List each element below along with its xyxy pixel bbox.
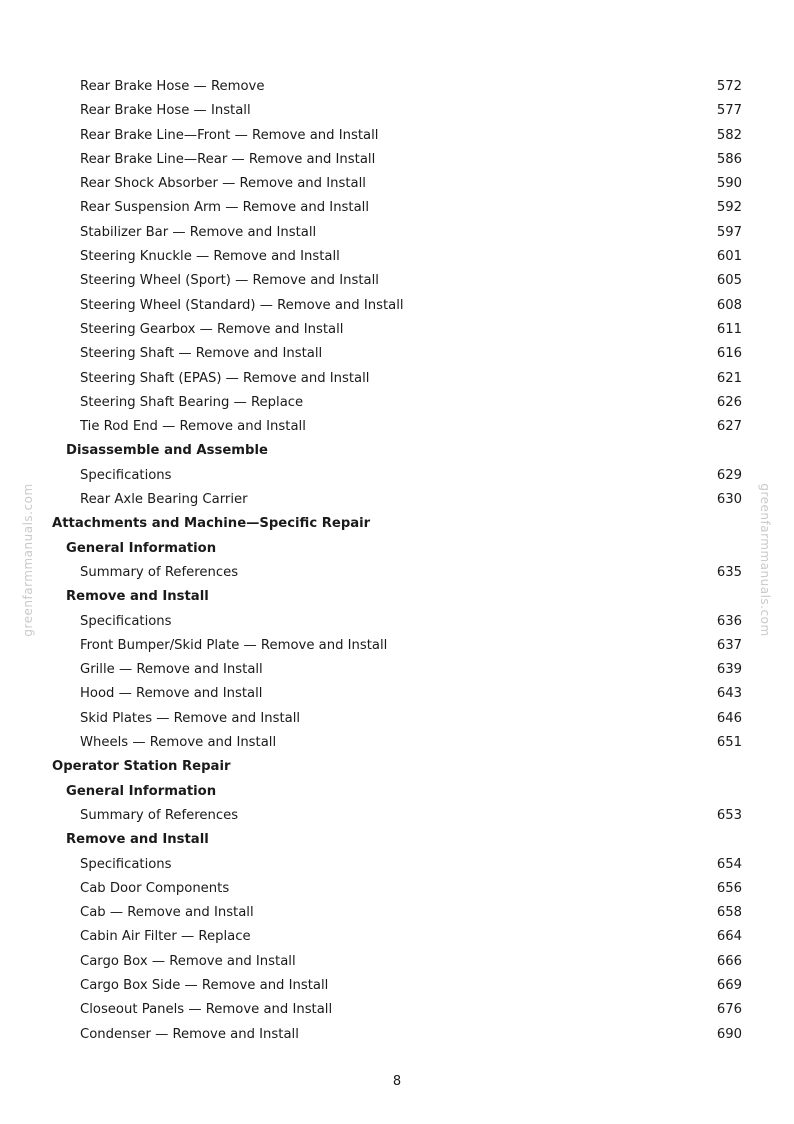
toc-entry[interactable] <box>0 342 794 366</box>
toc-entry-page-number: 643 <box>716 686 742 702</box>
toc-entry-label: Grille — Remove and Install <box>80 662 263 678</box>
toc-entry-page-number: 611 <box>716 321 742 337</box>
toc-subsection-heading <box>0 537 794 561</box>
toc-entry[interactable] <box>0 99 794 123</box>
toc-entry[interactable] <box>0 804 794 828</box>
toc-entry-label: Specifications <box>80 856 172 872</box>
toc-entry-label: Front Bumper/Skid Plate — Remove and Install <box>80 637 388 653</box>
toc-entry-page-number: 636 <box>716 613 742 629</box>
toc-entry-page-number: 626 <box>716 394 742 410</box>
toc-entry[interactable] <box>0 950 794 974</box>
toc-entry[interactable] <box>0 1023 794 1047</box>
toc-entry[interactable] <box>0 634 794 658</box>
toc-entry[interactable] <box>0 172 794 196</box>
toc-subsection-heading <box>0 439 794 463</box>
toc-entry-page-number: 597 <box>716 224 742 240</box>
watermark-right: greenfarmmanuals.com <box>758 483 772 637</box>
toc-entry-page-number: 608 <box>716 297 742 313</box>
toc-entry[interactable] <box>0 464 794 488</box>
toc-entry[interactable] <box>0 75 794 99</box>
toc-entry-page-number: 616 <box>716 346 742 362</box>
toc-entry-label: Steering Shaft (EPAS) — Remove and Install <box>80 370 370 386</box>
toc-entry-label: Hood — Remove and Install <box>80 686 263 702</box>
toc-entry-label: Cab — Remove and Install <box>80 905 254 921</box>
toc-entry-page-number: 621 <box>716 370 742 386</box>
toc-entry[interactable] <box>0 294 794 318</box>
toc-entry-page-number: 664 <box>716 929 742 945</box>
toc-entry-label: Cargo Box — Remove and Install <box>80 953 296 969</box>
toc-entry-label: Operator Station Repair <box>52 759 231 775</box>
toc-entry[interactable] <box>0 148 794 172</box>
toc-entry-label: Steering Knuckle — Remove and Install <box>80 249 340 265</box>
toc-entry-label: Specifications <box>80 467 172 483</box>
toc-entry-page-number: 586 <box>716 151 742 167</box>
toc-entry-label: Rear Axle Bearing Carrier <box>80 492 248 508</box>
toc-entry-page-number: 669 <box>716 977 742 993</box>
toc-entry-page-number: 592 <box>716 200 742 216</box>
toc-entry-page-number: 676 <box>716 1002 742 1018</box>
toc-entry[interactable] <box>0 610 794 634</box>
toc-entry-page-number: 605 <box>716 273 742 289</box>
toc-entry-label: Disassemble and Assemble <box>66 443 268 459</box>
toc-entry-page-number: 651 <box>716 735 742 751</box>
toc-entry-label: Rear Shock Absorber — Remove and Install <box>80 176 366 192</box>
watermark-left: greenfarmmanuals.com <box>21 483 35 637</box>
toc-entry-label: Summary of References <box>80 564 239 580</box>
toc-entry[interactable] <box>0 877 794 901</box>
toc-subsection-heading <box>0 780 794 804</box>
toc-entry-label: Skid Plates — Remove and Install <box>80 710 301 726</box>
toc-entry[interactable] <box>0 415 794 439</box>
toc-entry-page-number: 653 <box>716 807 742 823</box>
toc-entry-label: Steering Wheel (Standard) — Remove and Install <box>80 297 404 313</box>
toc-entry-label: Attachments and Machine—Specific Repair <box>52 516 371 532</box>
toc-entry-label: Rear Suspension Arm — Remove and Install <box>80 200 370 216</box>
toc-entry-page-number: 629 <box>716 467 742 483</box>
toc-entry-page-number: 635 <box>716 564 742 580</box>
toc-entry-page-number: 590 <box>716 176 742 192</box>
toc-entry[interactable] <box>0 488 794 512</box>
toc-entry[interactable] <box>0 658 794 682</box>
page-number: 8 <box>392 1074 402 1089</box>
toc-entry-page-number: 627 <box>716 419 742 435</box>
toc-entry-page-number: 639 <box>716 662 742 678</box>
toc-entry-page-number: 601 <box>716 249 742 265</box>
toc-entry[interactable] <box>0 707 794 731</box>
toc-entry[interactable] <box>0 998 794 1022</box>
toc-entry-label: Rear Brake Hose — Remove <box>80 79 265 94</box>
toc-entry-page-number: 582 <box>716 127 742 143</box>
toc-entry-page-number: 656 <box>716 880 742 896</box>
toc-entry[interactable] <box>0 367 794 391</box>
toc-entry-page-number: 690 <box>716 1026 742 1042</box>
toc-entry-label: Remove and Install <box>66 832 209 848</box>
toc-entry[interactable] <box>0 561 794 585</box>
toc-entry-label: Condenser — Remove and Install <box>80 1026 299 1042</box>
toc-subsection-heading <box>0 585 794 609</box>
toc-entry-label: Summary of References <box>80 807 239 823</box>
toc-entry-page-number: 666 <box>716 953 742 969</box>
toc-entry-label: Steering Shaft Bearing — Replace <box>80 394 304 410</box>
toc-entry-page-number: 646 <box>716 710 742 726</box>
toc-entry[interactable] <box>0 196 794 220</box>
toc-section-heading <box>0 755 794 779</box>
toc-entry[interactable] <box>0 731 794 755</box>
toc-entry[interactable] <box>0 269 794 293</box>
toc-entry[interactable] <box>0 682 794 706</box>
toc-entry-label: Steering Shaft — Remove and Install <box>80 346 323 362</box>
toc-entry-label: Stabilizer Bar — Remove and Install <box>80 224 317 240</box>
toc-entry-label: Cargo Box Side — Remove and Install <box>80 977 329 993</box>
toc-subsection-heading <box>0 828 794 852</box>
toc-entry-label: Cab Door Components <box>80 880 230 896</box>
toc-entry-label: Rear Brake Hose — Install <box>80 103 251 119</box>
toc-entry-label: Specifications <box>80 613 172 629</box>
toc-entry-label: Tie Rod End — Remove and Install <box>80 419 306 435</box>
table-of-contents <box>0 75 794 1047</box>
toc-entry-page-number: 577 <box>716 103 742 119</box>
toc-entry[interactable] <box>0 318 794 342</box>
toc-entry-label: Rear Brake Line—Rear — Remove and Install <box>80 151 376 167</box>
toc-entry[interactable] <box>0 901 794 925</box>
toc-entry-label: General Information <box>66 783 217 799</box>
toc-entry[interactable] <box>0 974 794 998</box>
toc-entry-page-number: 572 <box>716 79 742 94</box>
toc-entry[interactable] <box>0 124 794 148</box>
toc-entry-page-number: 658 <box>716 905 742 921</box>
toc-entry[interactable] <box>0 925 794 949</box>
toc-entry-page-number: 630 <box>716 492 742 508</box>
toc-entry-label: Rear Brake Line—Front — Remove and Install <box>80 127 379 143</box>
toc-entry[interactable] <box>0 221 794 245</box>
toc-entry-label: General Information <box>66 540 217 556</box>
toc-entry-label: Closeout Panels — Remove and Install <box>80 1002 333 1018</box>
toc-entry[interactable] <box>0 245 794 269</box>
toc-entry-label: Remove and Install <box>66 589 209 605</box>
toc-entry-page-number: 654 <box>716 856 742 872</box>
toc-entry-label: Steering Gearbox — Remove and Install <box>80 321 344 337</box>
toc-entry[interactable] <box>0 853 794 877</box>
toc-entry-label: Cabin Air Filter — Replace <box>80 929 251 945</box>
toc-entry-label: Steering Wheel (Sport) — Remove and Install <box>80 273 379 289</box>
toc-section-heading <box>0 512 794 536</box>
toc-entry[interactable] <box>0 391 794 415</box>
toc-entry-label: Wheels — Remove and Install <box>80 735 277 751</box>
toc-entry-page-number: 637 <box>716 637 742 653</box>
